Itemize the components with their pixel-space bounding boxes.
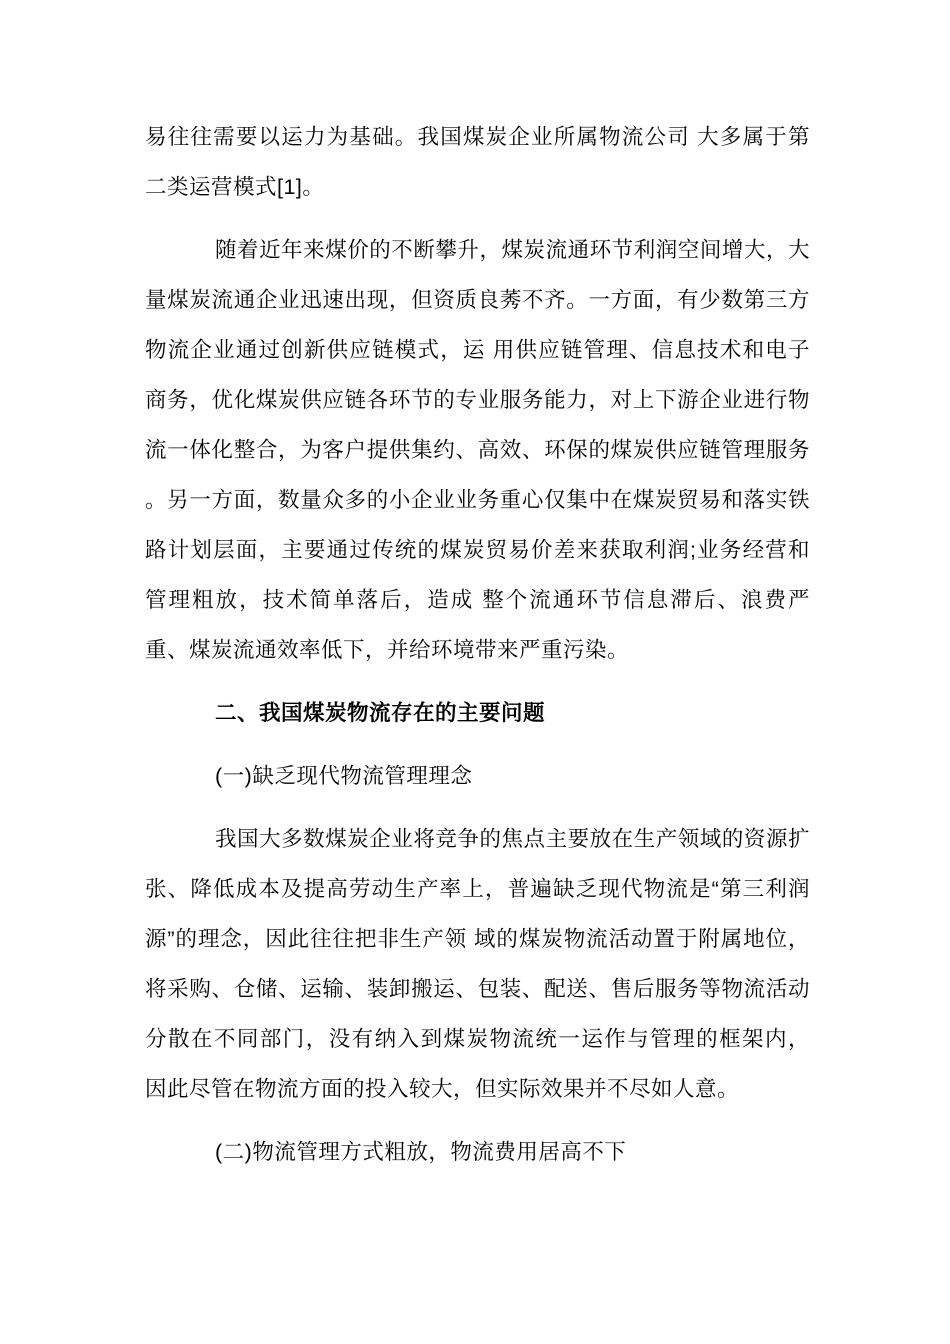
sub-heading: (二)物流管理方式粗放，物流费用居高不下	[215, 1140, 627, 1164]
body-paragraph: 我国大多数煤炭企业将竞争的焦点主要放在生产领域的资源扩张、降低成本及提高劳动生产率上，普遍缺乏现代物流是“第三利润源”的理念，因此往往把非生产领 域的煤炭物流活动置于附属地位，将采购、仓储、运输、装卸搬运、包装、配送、售后服务等物流活动分散在不同部门，没有纳入到煤炭物流统一运作与管理的框架内， 因此尽管在物流方面的投入较大，但实际效果并不尽如人意。	[145, 827, 810, 1101]
body-paragraph: 易往往需要以运力为基础。我国煤炭企业所属物流公司 大多属于第二类运营模式[1]。	[145, 125, 810, 199]
section-heading: 二、我国煤炭物流存在的主要问题	[215, 701, 546, 725]
document-content	[145, 112, 810, 1177]
sub-heading: (一)缺乏现代物流管理理念	[215, 764, 473, 788]
body-paragraph: 随着近年来煤价的不断攀升，煤炭流通环节利润空间增大，大量煤炭流通企业迅速出现，但资质良莠不齐。一方面，有少数第三方物流企业通过创新供应链模式，运 用供应链管理、信息技术和电子商务，优化煤炭供应链各环节的专业服务能力，对上下游企业进行物流一体化整合，为客户提供集约、高效、环保的煤炭供应链管理服务 。另一方面，数量众多的小企业业务重心仅集中在煤炭贸易和落实铁路计划层面，主要通过传统的煤炭贸易价差来获取利润;业务经营和管理粗放，技术简单落后，造成 整个流通环节信息滞后、浪费严重、煤炭流通效率低下，并给环境带来严重污染。	[145, 238, 810, 662]
